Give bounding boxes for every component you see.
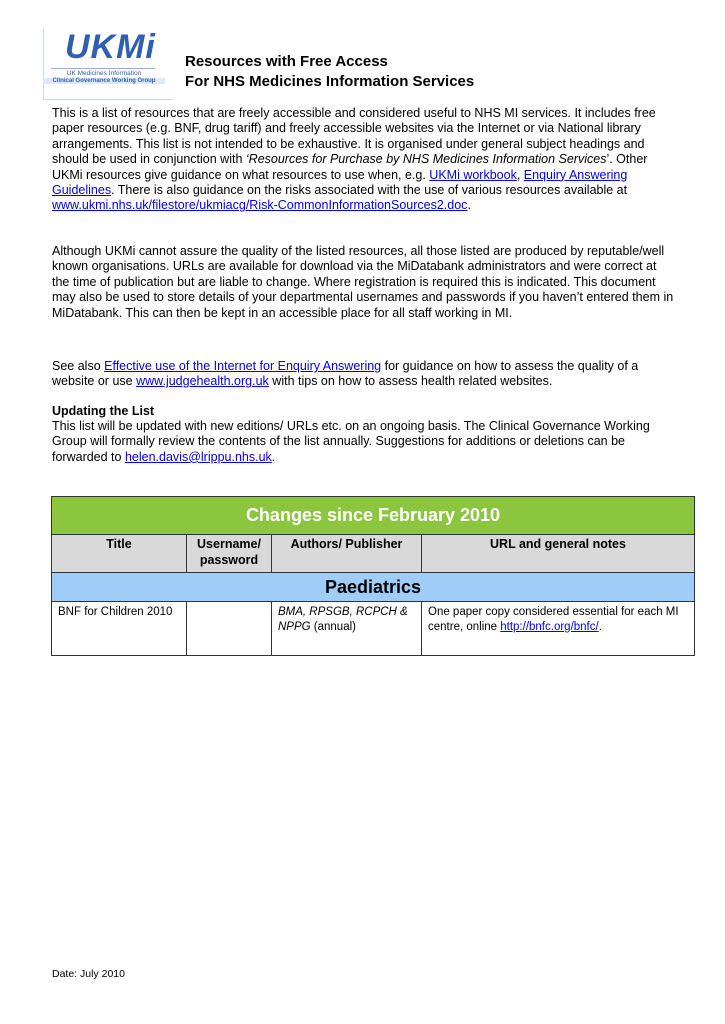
column-header-url: URL and general notes	[422, 535, 695, 573]
email-link[interactable]: helen.davis@lrippu.nhs.uk	[124, 449, 272, 464]
column-header-row	[52, 535, 695, 573]
section-row	[52, 573, 695, 602]
title-line-2: For NHS Medicines Information Services	[185, 72, 475, 90]
table-row	[52, 602, 695, 656]
intro-text-1: This is a list of resources that are freely accessible and considered useful to NHS MI services. It includes free paper resources (e.g. BNF, drug tariff) and freely accessible websites via the Internet or via National library arrangements. This list is not intended to be exhaustive. It is organised under general subject headings and should be used in conjunction with	[52, 106, 656, 167]
authors-names: BMA, RPSGB, RCPCH & NPPG	[278, 606, 408, 633]
intro-text-2: ’. Other UKMi resources give guidance on what resources to use when, e.g.	[52, 152, 648, 182]
intro-text-5: .	[467, 198, 471, 213]
logo-group-name: Clinical Governance Working Group	[43, 78, 165, 84]
page-title	[185, 52, 474, 91]
logo-subtitle: UK Medicines Information	[66, 70, 142, 77]
section-paediatrics: Paediatrics	[52, 573, 695, 602]
see-also-text-2: for guidance on how to assess the quality of a website or use	[52, 359, 639, 389]
column-header-authors: Authors/ Publisher	[272, 535, 422, 573]
updating-paragraph	[52, 419, 677, 465]
changes-table	[51, 496, 695, 656]
cell-notes	[422, 602, 695, 656]
intro-text-3: ,	[516, 167, 524, 182]
cell-authors	[272, 602, 422, 656]
intro-paragraph	[52, 106, 677, 214]
see-also-paragraph	[52, 359, 677, 390]
logo-divider	[51, 68, 155, 69]
updating-text-1: This list will be updated with new editions/ URLs etc. on an ongoing basis. The Clinical Governance Working Group will formally review the contents of the list annually. Suggestions for additions or deletions can be forwarded to	[52, 419, 650, 464]
notes-text: One paper copy considered essential for each MI centre, online	[428, 606, 679, 633]
see-also-text-3: with tips on how to assess health related websites.	[268, 374, 553, 389]
effective-internet-link[interactable]: Effective use of the Internet for Enquiry Answering	[104, 359, 382, 373]
logo-wordmark: UKMi	[65, 28, 156, 66]
cell-title: BNF for Children 2010	[52, 602, 187, 656]
notes-period: .	[598, 620, 602, 633]
authors-frequency: (annual)	[310, 620, 356, 633]
bnfc-url-link[interactable]: http://bnfc.org/bnfc/	[500, 620, 599, 633]
risk-document-link[interactable]: www.ukmi.nhs.uk/filestore/ukmiacg/Risk-CommonInformationSources2.doc	[52, 198, 468, 213]
cell-username	[187, 602, 272, 656]
enquiry-guidelines-link[interactable]: Enquiry Answering Guidelines	[52, 167, 628, 198]
ukmi-workbook-link[interactable]: UKMi workbook	[429, 167, 517, 182]
intro-text-4: . There is also guidance on the risks associated with the use of various resources available at	[111, 183, 628, 198]
column-header-title: Title	[52, 535, 187, 573]
changes-banner: Changes since February 2010	[52, 497, 695, 535]
column-header-username: Username/ password	[187, 535, 272, 573]
banner-row	[52, 497, 695, 535]
ukmi-logo	[43, 28, 173, 98]
updating-text-2: .	[271, 449, 276, 464]
logo-frame-bottom	[43, 99, 173, 100]
footer-date: Date: July 2010	[52, 968, 125, 980]
title-line-1: Resources with Free Access	[185, 53, 388, 70]
judgehealth-link[interactable]: www.judgehealth.org.uk	[136, 374, 269, 389]
intro-italic-reference: ‘Resources for Purchase by NHS Medicines Information Services	[245, 152, 607, 167]
see-also-text-1: See also	[52, 359, 105, 373]
updating-heading: Updating the List	[52, 404, 155, 418]
logo-frame	[43, 28, 44, 100]
quality-paragraph: Although UKMi cannot assure the quality of the listed resources, all those listed are produced by reputable/well known organisations. URLs are available for download via the MiDatabank administrators and were correct at the time of publication but are liable to change. Where registration is required this is indicated. This document may also be used to store details of your departmental usernames and passwords if you haven’t entered them in MiDatabank. This can then be kept in an accessible place for all staff working in MI.	[52, 244, 674, 320]
